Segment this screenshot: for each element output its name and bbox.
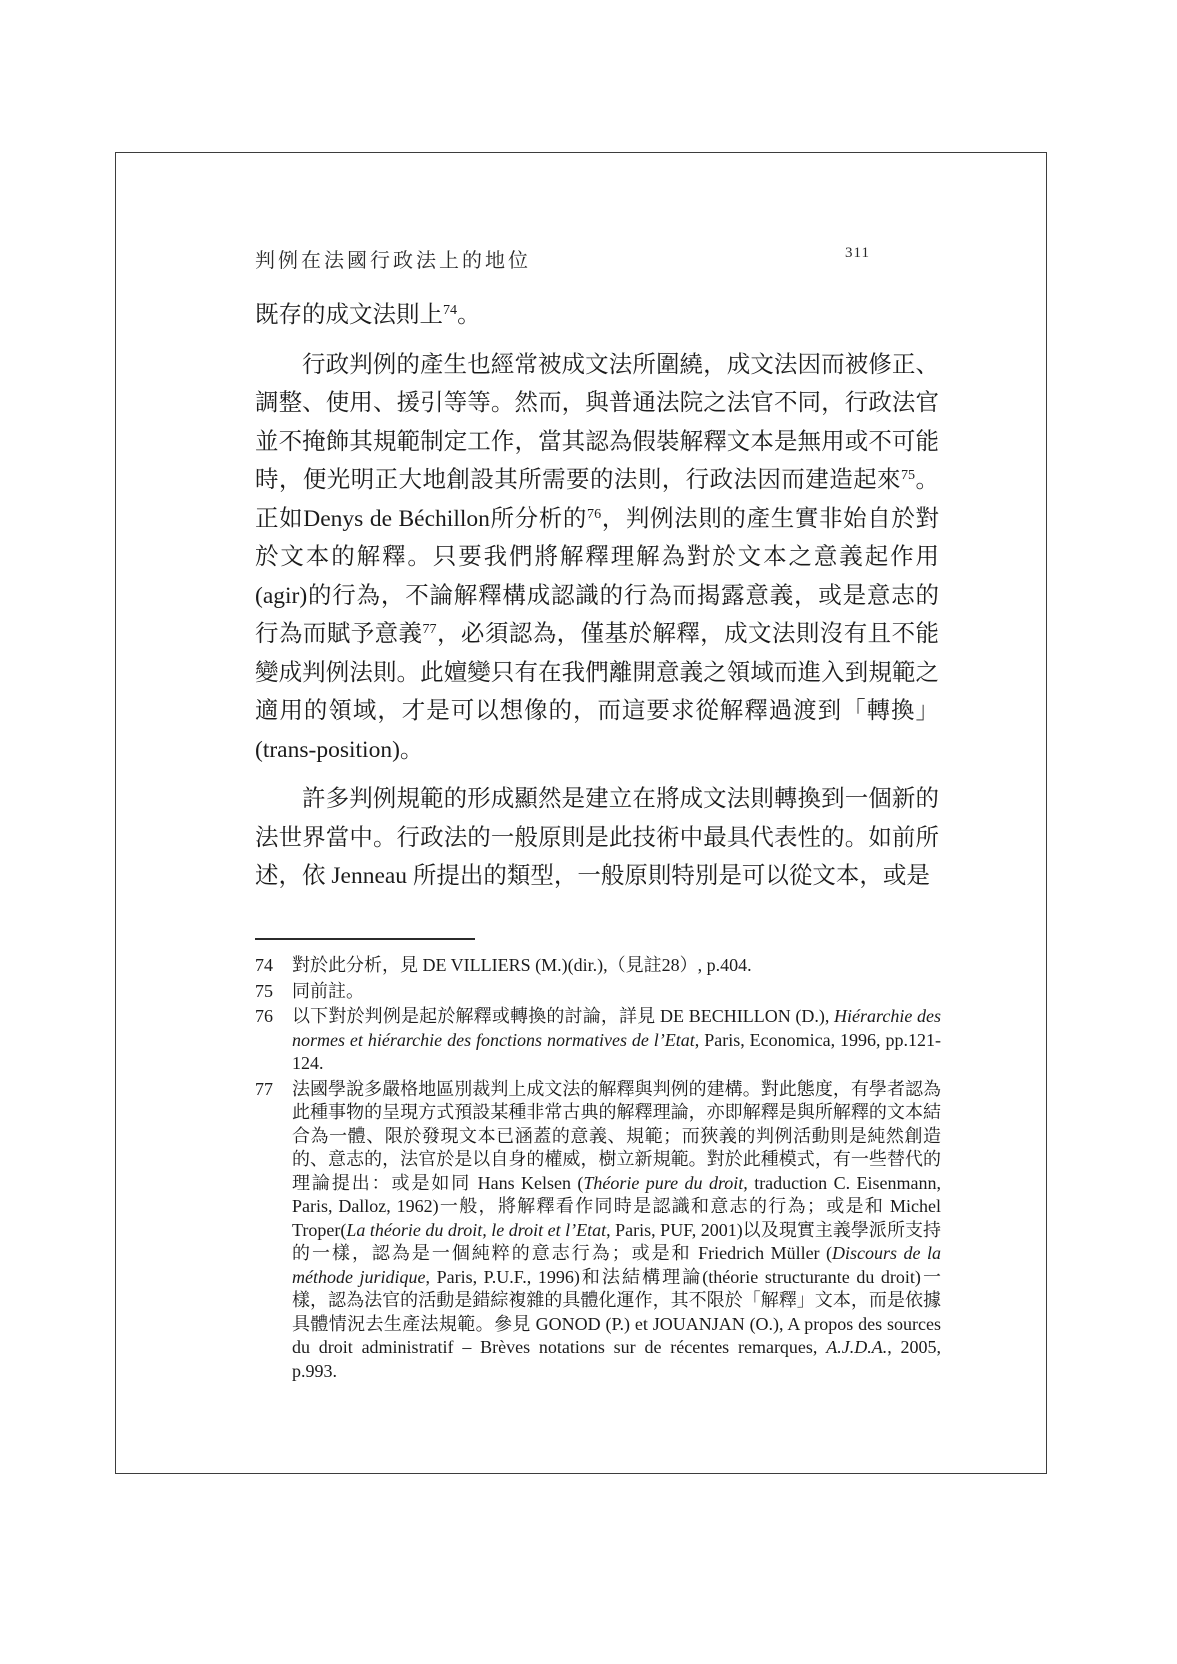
footnote-separator [255,938,475,940]
footnote-number: 77 [255,1078,273,1099]
paragraph: 許多判例規範的形成顯然是建立在將成文法則轉換到一個新的法世界當中。行政法的一般原則是此技術中最具代表性的。如前所述，依 Jenneau 所提出的類型，一般原則特別是可以從文本，或是 [255,786,939,889]
footnote-item [255,980,941,1004]
paragraph: 行政判例的產生也經常被成文法所圍繞，成文法因而被修正、調整、使用、援引等等。然而，與普通法院之法官不同，行政法官並不掩飾其規範制定工作，當其認為假裝解釋文本是無用或不可能時，便光明正大地創設其所需要的法則，行政法因而建造起來$^{75}$。正如Denys de Béchillon所分析的$^{76}$，判例法則的產生實非始自於對於文本的解釋。只要我們將解釋理解為對於文本之意義起作用(agir)的行為，不論解釋構成認識的行為而揭露意義，或是意志的行為而賦予意義$^{77}$，必須認為，僅基於解釋，成文法則沒有且不能變成判例法則。此嬗變只有在我們離開意義之領域而進入到規範之適用的領域，才是可以想像的，而這要求從解釋過渡到「轉換」(trans-position)。 [255,351,940,763]
body-text [255,296,939,896]
footnote-number: 76 [255,1006,273,1026]
footnote-number: 74 [255,955,273,975]
footnote-text: 法國學說多嚴格地區別裁判上成文法的解釋與判例的建構。對此態度，有學者認為此種事物的呈現方式預設某種非常古典的解釋理論，亦即解釋是與所解釋的文本結合為一體、限於發現文本已涵蓋的意義、規範；而狹義的判例活動則是純然創造的、意志的，法官於是以自身的權威，樹立新規範。對於此種模式，有一些替代的理論提出：或是如同 Hans Kelsen (Théorie pure du droit, traduction C. Eisenmann, Paris, Dalloz, 1962)一般，將解釋看作同時是認識和意志的行為；或是和 Michel Troper(La théorie du droit, le droit et l’Etat, Paris, PUF, 2001)以及現實主義學派所支持的一樣，認為是一個純粹的意志行為；或是和 Friedrich Müller (Discours de la méthode juridique, Paris, P.U.F., 1996)和法結構理論(théorie structurante du droit)一樣，認為法官的活動是錯綜複雜的具體化運作，其不限於「解釋」文本，而是依據具體情況去生產法規範。參見 GONOD (P.) et JOUANJAN (O.), A propos des sources du droit administratif – Brèves notations sur de récentes remarques, A.J.D.A., 2005, p.993. [292,1078,941,1381]
footnote-text: 以下對於判例是起於解釋或轉換的討論，詳見 DE BECHILLON (D.), Hiérarchie des normes et hiérarchie des fonctions normatives de l’Etat, Paris, Economica, 1996, pp.121-124. [292,1006,942,1073]
footnote-item [255,1005,941,1076]
footnote-item [255,954,941,978]
page-number: 311 [845,245,870,261]
footnote-number: 75 [255,980,273,1001]
running-header-title: 判例在法國行政法上的地位 [255,250,531,272]
paragraph: 既存的成文法則上$^{74}$。 [255,302,481,328]
running-header [255,244,939,272]
footnote-item [255,1078,941,1384]
footnote-text: 對於此分析，見 DE VILLIERS (M.)(dir.),（見註28）, p.404. [292,955,752,975]
footnote-text: 同前註。 [292,980,364,1001]
footnotes [255,954,941,1385]
